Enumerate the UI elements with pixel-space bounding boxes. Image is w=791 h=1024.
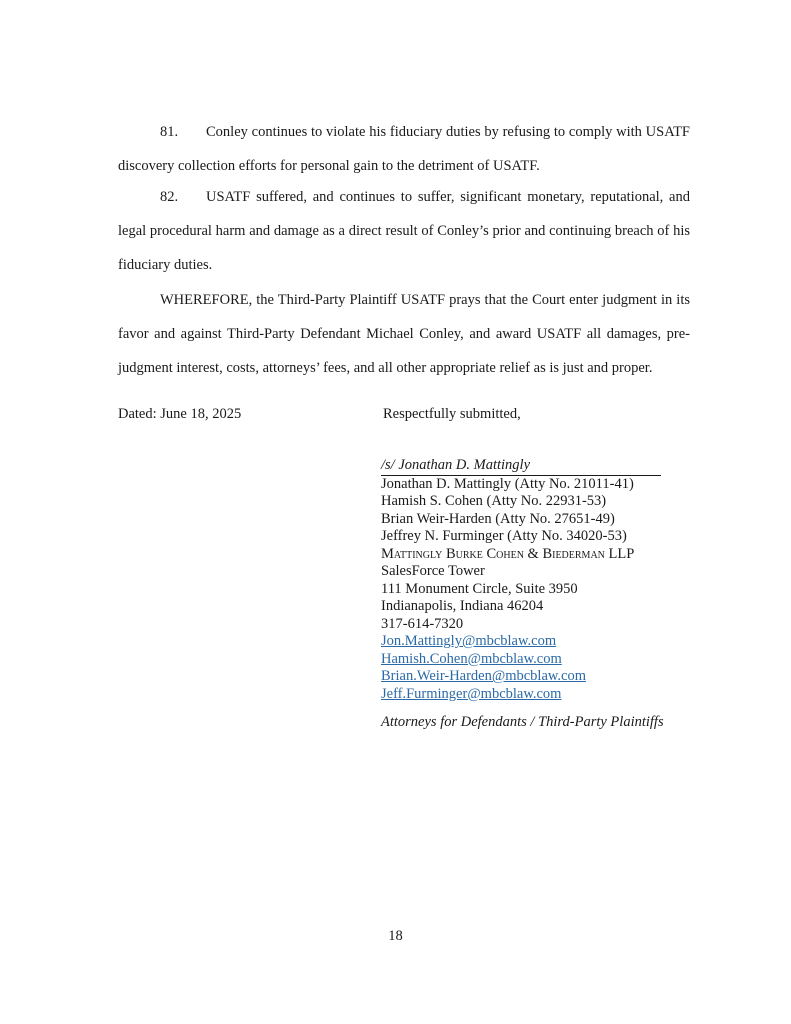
attorney-line: Brian Weir-Harden (Atty No. 27651-49)	[381, 510, 615, 527]
respectfully-submitted: Respectfully submitted,	[383, 406, 521, 422]
paragraph-82	[118, 180, 690, 282]
address-line: Indianapolis, Indiana 46204	[381, 598, 544, 614]
paragraph-81	[118, 115, 690, 183]
law-firm-name: Mattingly Burke Cohen & Biederman LLP	[381, 545, 635, 562]
address-line: 111 Monument Circle, Suite 3950	[381, 580, 578, 597]
wherefore-clause	[118, 283, 690, 385]
paragraph-text: USATF suffered, and continues to suffer, significant monetary, reputational, and legal procedural harm and damage as a direct result of Conley’s prior and continuing breach of his fiduciary duties.	[118, 189, 690, 273]
attorneys-for-caption: Attorneys for Defendants / Third-Party Plaintiffs	[381, 714, 664, 730]
address-line: SalesForce Tower	[381, 563, 485, 579]
paragraph-number: 82.	[160, 189, 179, 205]
paragraph-text: Conley continues to violate his fiduciary duties by refusing to comply with USATF discovery collection efforts for personal gain to the detriment of USATF.	[118, 124, 690, 174]
email-link[interactable]: Brian.Weir-Harden@mbcblaw.com	[381, 668, 587, 684]
dated-line: Dated: June 18, 2025	[118, 406, 242, 422]
email-link[interactable]: Jeff.Furminger@mbcblaw.com	[381, 685, 562, 702]
attorney-line: Hamish S. Cohen (Atty No. 22931-53)	[381, 493, 607, 509]
attorney-line: Jonathan D. Mattingly (Atty No. 21011-41)	[381, 475, 634, 492]
attorney-line: Jeffrey N. Furminger (Atty No. 34020-53)	[381, 528, 627, 544]
page-number: 18	[388, 928, 403, 944]
paragraph-number: 81.	[160, 124, 179, 140]
phone-number: 317-614-7320	[381, 615, 464, 632]
signature-line: /s/ Jonathan D. Mattingly	[381, 457, 661, 476]
signature-block	[381, 457, 661, 703]
email-link[interactable]: Hamish.Cohen@mbcblaw.com	[381, 650, 562, 667]
wherefore-text: WHEREFORE, the Third-Party Plaintiff USATF prays that the Court enter judgment in its favor and against Third-Party Defendant Michael Conley, and award USATF all damages, pre-judgment interest, costs, attorneys’ fees, and all other appropriate relief as is just and proper.	[118, 292, 690, 376]
email-link[interactable]: Jon.Mattingly@mbcblaw.com	[381, 633, 557, 649]
